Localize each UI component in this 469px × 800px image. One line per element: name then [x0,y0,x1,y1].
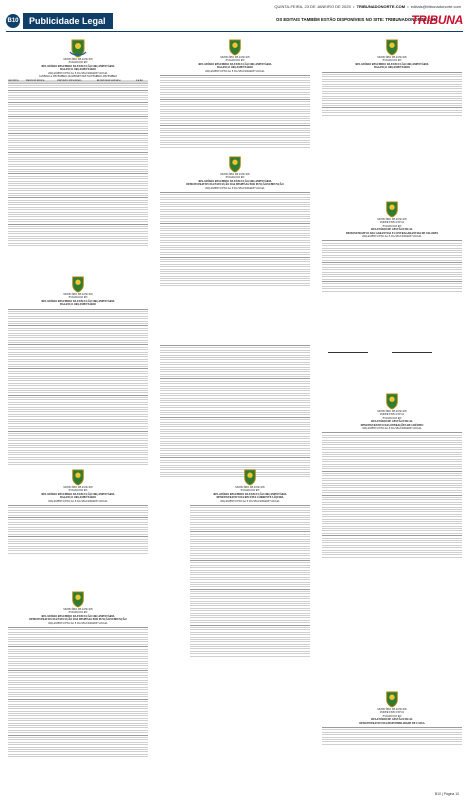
signature-1 [328,352,368,354]
notice-3 [8,468,148,555]
page-header [6,13,463,29]
notice-2-heading: MUNICÍPIO DE ASSU/RN ESTADO DO RN RELATÓRIO RESUMIDO DA EXECUÇÃO ORÇAMENTÁRIA BALANÇO ORÇAMENTÁRIO [41,293,115,307]
notice-11-heading: MUNICÍPIO DE ASSU/RN PODER EXECUTIVO ESTADO DO RN RELATÓRIO DE GESTÃO FISCAL DEMONSTRATIVO DAS OPERAÇÕES DE CRÉDITO ORÇAMENTO FISCAL E DA SEGURIDADE SOCIAL [360,410,424,431]
header-rule [6,31,463,32]
edition-date: QUINTA-FEIRA, 23 DE JANEIRO DE 2025 [274,4,351,9]
coat-of-arms-icon [70,590,86,608]
coat-of-arms-icon [70,468,86,486]
brand-logo: TRIBUNA [411,13,463,27]
notice-8 [190,468,310,658]
notice-1-table: RECEITAS PREVISÃO INICIAL PREVISÃO ATUALIZADA RECEITAS REALIZADAS SALDO [8,80,148,84]
notice-1 [8,38,148,248]
notice-3-heading: MUNICÍPIO DE ASSU/RN ESTADO DO RN RELATÓRIO RESUMIDO DA EXECUÇÃO ORÇAMENTÁRIA BALANÇO ORÇAMENTÁRIO ORÇAMENTO FISCAL E DA SEGURIDADE SOCIAL [41,486,115,503]
coat-of-arms-icon [227,38,243,56]
notice-9-heading: MUNICÍPIO DE ASSU/RN ESTADO DO RN RELATÓRIO RESUMIDO DA EXECUÇÃO ORÇAMENTÁRIA BALANÇO ORÇAMENTÁRIO [355,56,429,70]
coat-of-arms-icon [384,38,400,56]
section-title: Publicidade Legal [23,13,113,29]
notice-12 [322,690,462,746]
coat-of-arms-icon [69,38,87,58]
coat-of-arms-icon [227,155,243,173]
notice-1-heading: MUNICÍPIO DE ASSU/RN ESTADO DO RN RELATÓRIO RESUMIDO DA EXECUÇÃO ORÇAMENTÁRIA BALANÇO ORÇAMENTÁRIO ORÇAMENTO FISCAL E DA SEGURIDADE SOCIAL JANEIRO A DEZEMBRO 2024/BIMESTRE NOVEMBRO-DEZEMBRO [39,58,117,79]
notice-4-heading: MUNICÍPIO DE ASSU/RN ESTADO DO RN RELATÓRIO RESUMIDO DA EXECUÇÃO ORÇAMENTÁRIA DEMONSTRATIVO DA EXECUÇÃO DAS DESPESAS POR FUNÇÃO/SUBFUNÇÃO ORÇAMENTO FISCAL E DA SEGURIDADE SOCIAL [29,608,127,625]
coat-of-arms-icon [242,468,258,486]
page-number-badge: B10 [6,14,20,28]
notice-10 [322,200,462,293]
notice-6 [160,155,310,288]
notice-9 [322,38,462,117]
notice-10-heading: MUNICÍPIO DE ASSU/RN PODER EXECUTIVO ESTADO DO RN RELATÓRIO DE GESTÃO FISCAL DEMONSTRATIVO DAS GARANTIAS E CONTRAGARANTIAS DE VALORES ORÇAMENTO FISCAL E DA SEGURIDADE SOCIAL [345,218,439,239]
notice-5-heading: MUNICÍPIO DE ASSU/RN ESTADO DO RN RELATÓRIO RESUMIDO DA EXECUÇÃO ORÇAMENTÁRIA BALANÇO ORÇAMENTÁRIO ORÇAMENTO FISCAL E DA SEGURIDADE SOCIAL [198,56,272,73]
notice-4 [8,590,148,759]
coat-of-arms-icon [384,690,400,708]
coat-of-arms-icon [70,275,86,293]
notice-5 [160,38,310,149]
notice-11 [322,392,462,559]
notice-6-heading: MUNICÍPIO DE ASSU/RN ESTADO DO RN RELATÓRIO RESUMIDO DA EXECUÇÃO ORÇAMENTÁRIA DEMONSTRATIVO DA EXECUÇÃO DAS DESPESAS POR FUNÇÃO/SUBFUNÇÃO ORÇAMENTO FISCAL E DA SEGURIDADE SOCIAL [186,173,284,190]
top-meta: QUINTA-FEIRA, 23 DE JANEIRO DE 2025 • TRIBUNADONORTE.COM • editais@tribunadonorte.com [274,4,461,9]
coat-of-arms-icon [384,200,400,218]
top-meta-bar [0,0,469,12]
notice-2 [8,275,148,466]
coat-of-arms-icon [384,392,400,410]
signature-2 [392,352,432,354]
email-link[interactable]: editais@tribunadonorte.com [410,4,461,9]
site-link[interactable]: TRIBUNADONORTE.COM [356,4,406,9]
notice-12-heading: MUNICÍPIO DE ASSU/RN PODER EXECUTIVO ESTADO DO RN RELATÓRIO DE GESTÃO FISCAL DEMONSTRATIVO DA DISPONIBILIDADE DE CAIXA [359,708,425,725]
notice-7 [160,345,310,479]
page-footer: B10 | Página 10 [434,792,459,796]
notice-8-heading: MUNICÍPIO DE ASSU/RN ESTADO DO RN RELATÓRIO RESUMIDO DA EXECUÇÃO ORÇAMENTÁRIA DEMONSTRATIVO DA RECEITA CORRENTE LÍQUIDA ORÇAMENTO FISCAL E DA SEGURIDADE SOCIAL [213,486,287,503]
site-notice: OS EDITAIS TAMBÉM ESTÃO DISPONÍVEIS NO SITE: TRIBUNADONORTE.COM [276,17,438,22]
